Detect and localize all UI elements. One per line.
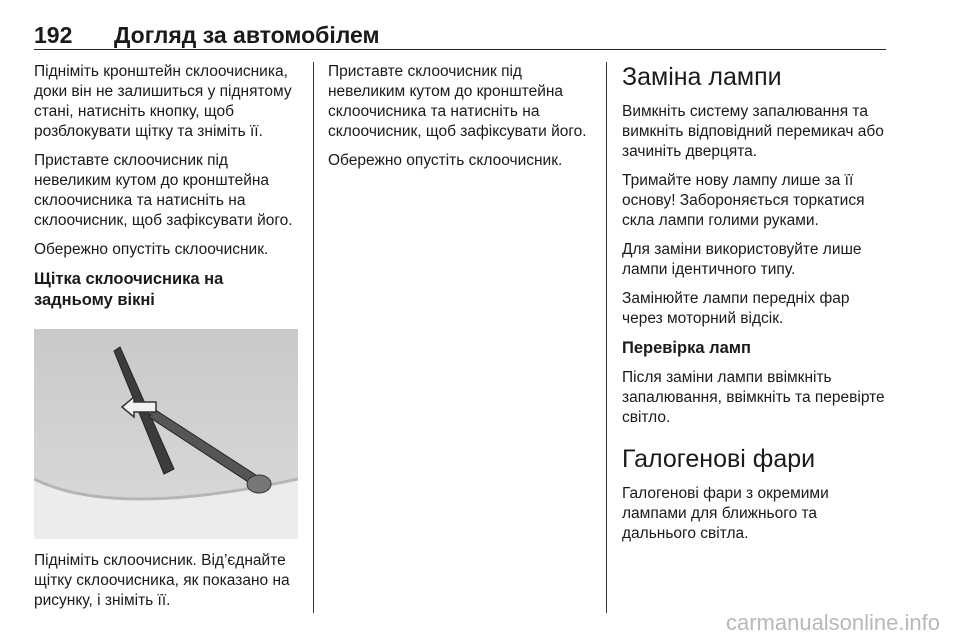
page-title: Догляд за автомобілем	[114, 22, 380, 48]
page-header	[34, 22, 886, 52]
header-divider	[34, 49, 886, 50]
column-divider-2	[606, 62, 607, 613]
watermark: carmanualsonline.info	[725, 610, 940, 635]
section-heading: Заміна лампи	[622, 63, 782, 91]
section-heading: Щітка склоочисника на задньому вікні	[34, 270, 224, 309]
paragraph: Замінюйте лампи передніх фар через моторний відсік.	[622, 290, 850, 327]
paragraph: Обережно опустіть склоочисник.	[34, 241, 269, 258]
paragraph: Тримайте нову лампу лише за її основу! Забороняється торкатися скла лампи голими руками.	[622, 172, 865, 229]
column-divider-1	[313, 62, 314, 613]
paragraph: Підніміть кронштейн склоочисника, доки він не залишиться у піднятому стані, натисніть кнопку, щоб розблокувати щітку та зніміть її.	[34, 63, 292, 140]
page-number: 192	[34, 22, 73, 48]
rear-wiper-illustration	[34, 329, 298, 539]
column-2	[328, 62, 588, 180]
column-1	[34, 62, 300, 620]
subsection-heading: Перевірка ламп	[622, 339, 751, 357]
column-3	[622, 62, 886, 553]
paragraph: Галогенові фари з окремими лампами для ближнього та дальнього світла.	[622, 485, 829, 542]
paragraph: Приставте склоочисник під невеликим кутом до кронштейна склоочисника та натисніть на склоочисник, щоб зафіксувати його.	[34, 152, 293, 229]
figure-caption: Підніміть склоочисник. Від’єднайте щітку склоочисника, як показано на рисунку, і зніміть її.	[34, 552, 290, 609]
paragraph: Вимкніть систему запалювання та вимкніть відповідний перемикач або зачиніть дверцята.	[622, 103, 884, 160]
paragraph: Для заміни використовуйте лише лампи ідентичного типу.	[622, 241, 862, 278]
paragraph: Після заміни лампи ввімкніть запалювання, ввімкніть та перевірте світло.	[622, 369, 885, 426]
paragraph: Приставте склоочисник під невеликим кутом до кронштейна склоочисника та натисніть на склоочисник, щоб зафіксувати його.	[328, 63, 587, 140]
section-heading: Галогенові фари	[622, 445, 816, 473]
paragraph: Обережно опустіть склоочисник.	[328, 152, 563, 169]
